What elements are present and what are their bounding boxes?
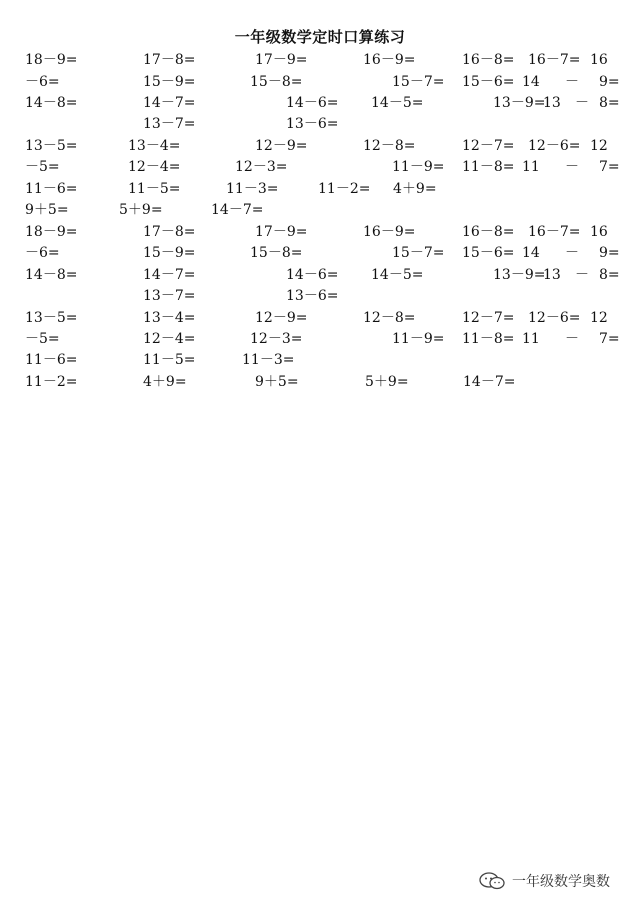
- exercise-problem: 11－8=: [462, 159, 515, 175]
- exercise-problem: 12－4=: [143, 331, 196, 347]
- exercise-line: [0, 114, 640, 134]
- exercise-problem: 8=: [599, 95, 620, 111]
- exercise-problem: 17－8=: [143, 52, 196, 68]
- footer-watermark: [478, 870, 610, 892]
- exercise-line: [0, 72, 640, 92]
- exercise-problem: 9=: [599, 245, 620, 261]
- exercise-problem: 9＋5=: [25, 202, 69, 218]
- exercise-problem: 13－9=: [493, 95, 546, 111]
- exercise-problem: 15－9=: [143, 74, 196, 90]
- exercise-problem: 14－8=: [25, 95, 78, 111]
- exercise-problem: 18－9=: [25, 224, 78, 240]
- worksheet-title: 一年级数学定时口算练习: [234, 28, 406, 46]
- exercise-problem: 13－5=: [25, 138, 78, 154]
- exercise-problem: 16－7=: [528, 224, 581, 240]
- footer-text: 一年级数学奥数: [512, 874, 610, 890]
- exercise-line: [0, 93, 640, 113]
- exercise-problem: 13－7=: [143, 116, 196, 132]
- exercise-problem: 13－6=: [286, 116, 339, 132]
- exercise-problem: 9=: [599, 74, 620, 90]
- exercise-problem: －5=: [25, 331, 60, 347]
- exercise-problem: 13－9=: [493, 267, 546, 283]
- exercise-problem: 11－5=: [143, 352, 196, 368]
- exercise-problem: 15－7=: [392, 245, 445, 261]
- exercise-problem: －: [575, 267, 589, 283]
- exercise-problem: 14: [522, 74, 540, 90]
- exercise-line: [0, 243, 640, 263]
- exercise-problem: 12－9=: [255, 138, 308, 154]
- exercise-problem: 16－9=: [363, 52, 416, 68]
- exercise-problem: 14: [522, 245, 540, 261]
- exercise-line: [0, 286, 640, 306]
- exercise-problem: 14－5=: [371, 95, 424, 111]
- exercise-problem: 5＋9=: [119, 202, 163, 218]
- exercise-problem: 7=: [599, 331, 620, 347]
- exercise-problem: 12－3=: [250, 331, 303, 347]
- exercise-line: [0, 222, 640, 242]
- exercise-line: [0, 50, 640, 70]
- exercise-problem: －6=: [25, 74, 60, 90]
- exercise-problem: －5=: [25, 159, 60, 175]
- exercise-line: [0, 265, 640, 285]
- exercise-problem: 4＋9=: [393, 181, 437, 197]
- exercise-problem: 13－4=: [143, 310, 196, 326]
- exercise-problem: 14－7=: [463, 374, 516, 390]
- wechat-logo-icon: [478, 871, 508, 891]
- exercise-problem: 16－8=: [462, 224, 515, 240]
- exercise-problem: －: [565, 74, 579, 90]
- exercise-line: [0, 157, 640, 177]
- exercise-problem: 17－9=: [255, 224, 308, 240]
- exercise-problem: 11－9=: [392, 331, 445, 347]
- exercise-problem: 18－9=: [25, 52, 78, 68]
- exercise-problem: 5＋9=: [365, 374, 409, 390]
- exercise-problem: 14－7=: [143, 267, 196, 283]
- exercise-problem: 11－6=: [25, 352, 78, 368]
- exercise-problem: 15－9=: [143, 245, 196, 261]
- exercise-problem: 12－3=: [235, 159, 288, 175]
- exercise-problem: 15－6=: [462, 74, 515, 90]
- exercise-problem: 11: [522, 159, 540, 175]
- exercise-problem: 15－6=: [462, 245, 515, 261]
- exercise-problem: 12－6=: [528, 310, 581, 326]
- exercise-problem: 7=: [599, 159, 620, 175]
- exercise-line: [0, 136, 640, 156]
- exercise-problem: 11－2=: [25, 374, 78, 390]
- exercise-line: [0, 350, 640, 370]
- exercise-problem: 4＋9=: [143, 374, 187, 390]
- exercise-problem: 16－9=: [363, 224, 416, 240]
- exercise-problem: 14－5=: [371, 267, 424, 283]
- exercise-problem: －: [575, 95, 589, 111]
- exercise-problem: －: [565, 245, 579, 261]
- exercise-problem: 14－6=: [286, 95, 339, 111]
- exercise-problem: 15－7=: [392, 74, 445, 90]
- exercise-problem: 13－6=: [286, 288, 339, 304]
- exercise-problem: 12－6=: [528, 138, 581, 154]
- exercise-problem: 13－4=: [128, 138, 181, 154]
- exercise-problem: 12－7=: [462, 310, 515, 326]
- exercise-problem: －: [565, 159, 579, 175]
- exercise-problem: －6=: [25, 245, 60, 261]
- exercise-line: [0, 372, 640, 392]
- exercise-problem: 14－8=: [25, 267, 78, 283]
- exercise-problem: 11－5=: [128, 181, 181, 197]
- exercise-problem: 8=: [599, 267, 620, 283]
- exercise-problem: 17－9=: [255, 52, 308, 68]
- exercise-problem: 11－6=: [25, 181, 78, 197]
- exercise-problem: 12: [590, 310, 608, 326]
- exercise-problem: 11－2=: [318, 181, 371, 197]
- exercise-problem: 12－9=: [255, 310, 308, 326]
- exercise-problem: 16: [590, 224, 608, 240]
- exercise-problem: 14－7=: [143, 95, 196, 111]
- exercise-problem: 12－7=: [462, 138, 515, 154]
- exercise-line: [0, 308, 640, 328]
- exercise-problem: 15－8=: [250, 74, 303, 90]
- exercise-problem: 9＋5=: [255, 374, 299, 390]
- exercise-line: [0, 179, 640, 199]
- exercise-problem: 14－6=: [286, 267, 339, 283]
- exercise-problem: 12－8=: [363, 138, 416, 154]
- exercise-problem: 12: [590, 138, 608, 154]
- exercise-problem: 11－3=: [242, 352, 295, 368]
- exercise-line: [0, 200, 640, 220]
- exercise-problem: 11－9=: [392, 159, 445, 175]
- exercise-problem: 13－7=: [143, 288, 196, 304]
- exercise-problem: 13－5=: [25, 310, 78, 326]
- exercise-line: [0, 329, 640, 349]
- exercise-problem: 17－8=: [143, 224, 196, 240]
- exercise-problem: 16: [590, 52, 608, 68]
- exercise-problem: 11－8=: [462, 331, 515, 347]
- exercise-problem: 14－7=: [211, 202, 264, 218]
- exercise-problem: 13: [543, 267, 561, 283]
- exercise-problem: 12－4=: [128, 159, 181, 175]
- exercise-problem: 15－8=: [250, 245, 303, 261]
- exercise-problem: 13: [543, 95, 561, 111]
- exercise-problem: 11: [522, 331, 540, 347]
- exercise-problem: 12－8=: [363, 310, 416, 326]
- exercise-problem: 16－8=: [462, 52, 515, 68]
- exercise-problem: 16－7=: [528, 52, 581, 68]
- exercise-problem: －: [565, 331, 579, 347]
- exercise-problem: 11－3=: [226, 181, 279, 197]
